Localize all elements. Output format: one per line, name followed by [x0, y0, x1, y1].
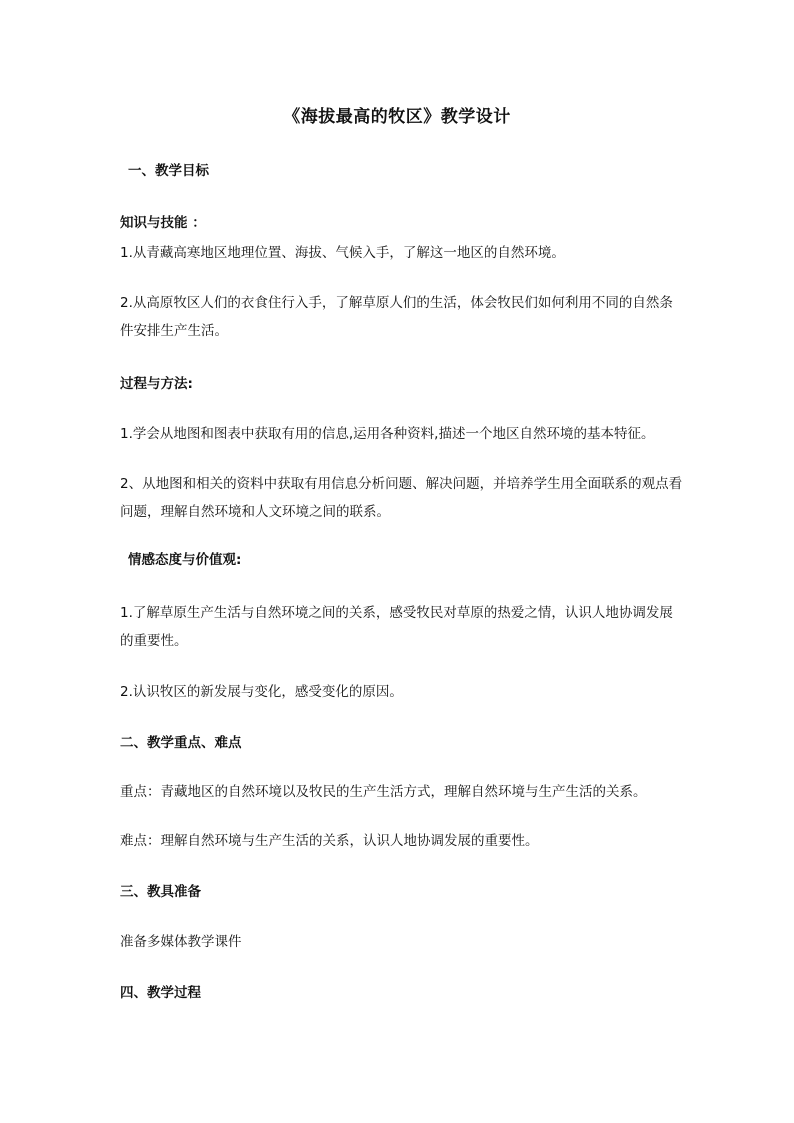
key-point-text: 重点：青藏地区的自然环境以及牧民的生产生活方式，理解自然环境与生产生活的关系。	[120, 784, 647, 800]
subheading-process-methods: 过程与方法:	[120, 376, 193, 392]
section-heading-materials: 三、教具准备	[120, 884, 201, 900]
emotion-item-1: 1.了解草原生产生活与自然环境之间的关系，感受牧民对草原的热爱之情，认识人地协调发展的重要性。	[120, 605, 673, 649]
knowledge-item-1: 1.从青藏高寒地区地理位置、海拔、气候入手，了解这一地区的自然环境。	[120, 245, 565, 261]
section-heading-objectives: 一、教学目标	[128, 163, 209, 179]
difficulty-text: 难点：理解自然环境与生产生活的关系，认识人地协调发展的重要性。	[120, 833, 539, 849]
process-item-1: 1.学会从地图和图表中获取有用的信息,运用各种资料,描述一个地区自然环境的基本特征。	[120, 426, 655, 442]
subheading-emotion-values: 情感态度与价值观:	[128, 552, 242, 568]
subheading-knowledge-skills: 知识与技能 ：	[120, 215, 206, 231]
emotion-item-2: 2.认识牧区的新发展与变化，感受变化的原因。	[120, 684, 403, 700]
process-item-2: 2、从地图和相关的资料中获取有用信息分析问题、解决问题，并培养学生用全面联系的观点看问题，理解自然环境和人文环境之间的联系。	[120, 476, 683, 520]
document-title: 《海拔最高的牧区》教学设计	[283, 107, 511, 127]
materials-text: 准备多媒体教学课件	[120, 934, 242, 950]
section-heading-key-points: 二、教学重点、难点	[120, 735, 242, 751]
knowledge-item-2: 2.从高原牧区人们的衣食住行入手，了解草原人们的生活，体会牧民们如何利用不同的自然条件安排生产生活。	[120, 295, 673, 339]
section-heading-process: 四、教学过程	[120, 985, 201, 1001]
